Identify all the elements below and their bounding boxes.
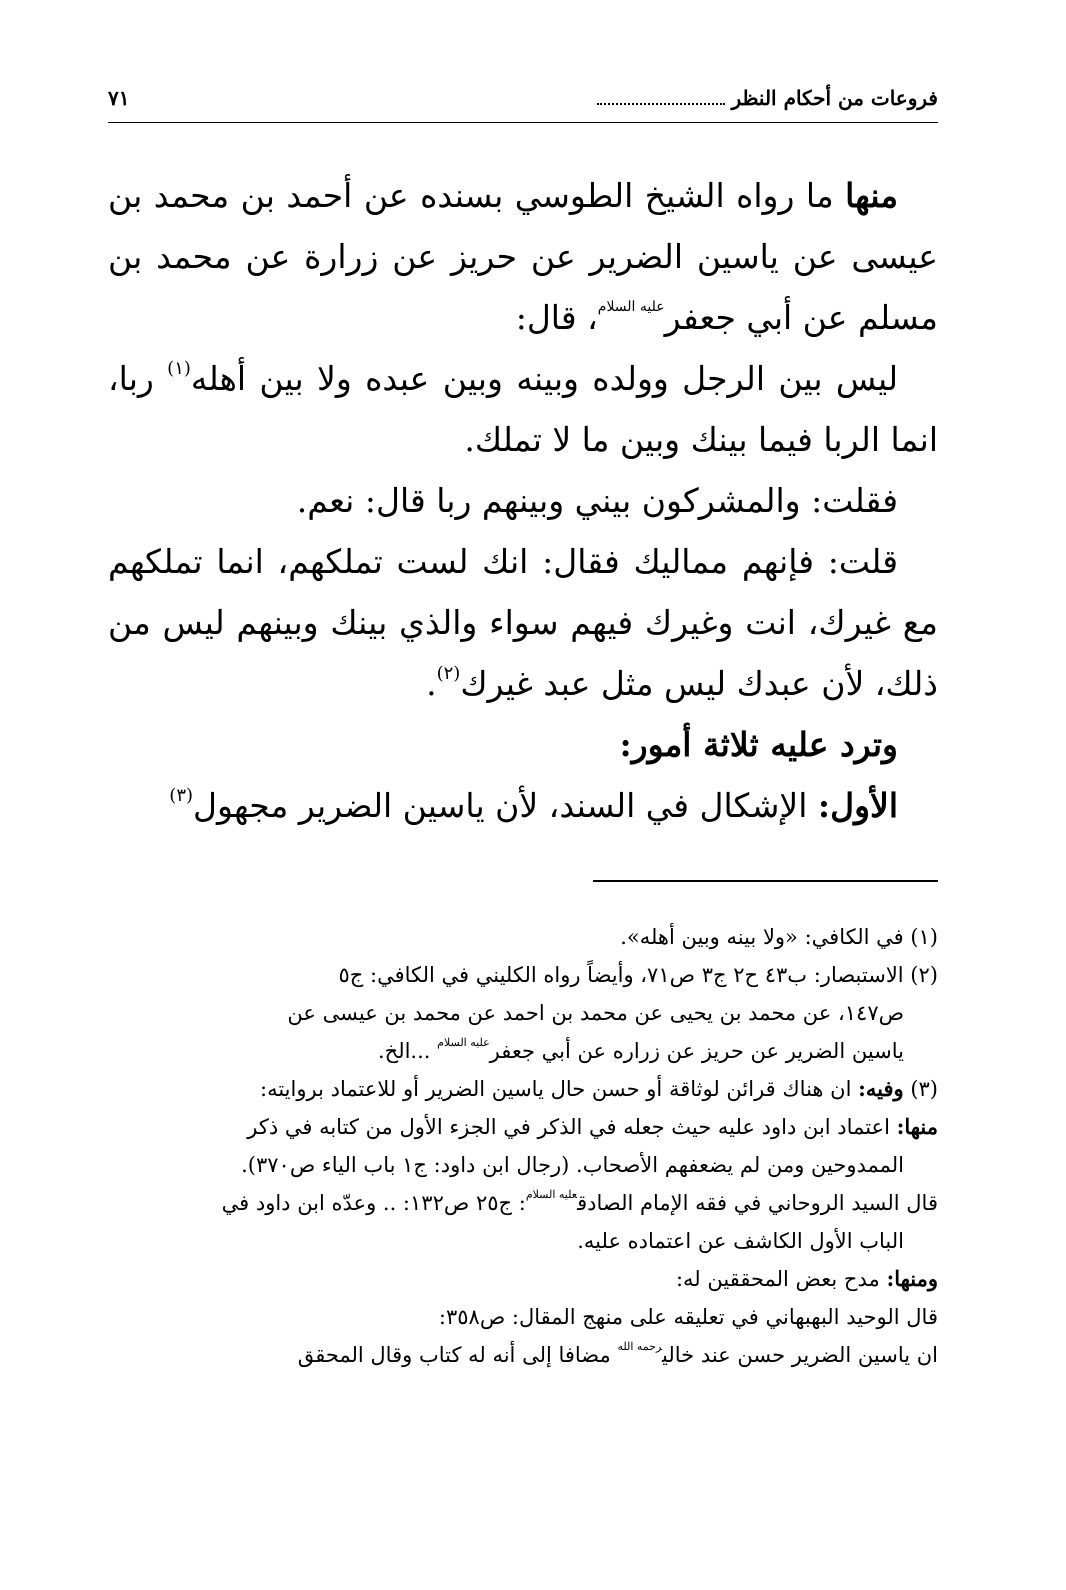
first-point-text: الإشكال في السند، لأن ياسين الضرير مجهول bbox=[193, 786, 818, 825]
footnote-2: (٢) الاستبصار: ب٤٣ ح٢ ج٣ ص٧١، وأيضاً رواه الكليني في الكافي: ج٥ bbox=[338, 963, 938, 987]
footnote-3-rawhani-text: قال السيد الروحاني في فقه الإمام الصادق bbox=[577, 1191, 938, 1215]
footnote-2-end bbox=[108, 1032, 938, 1070]
answer-tail: . bbox=[426, 664, 437, 703]
hadith-text-start: ليس بين الرجل وولده وبينه وبين عبده ولا بين أهله bbox=[190, 359, 898, 398]
paragraph-hadith bbox=[108, 348, 938, 470]
footnote-3-last-tail: مضافا إلى أنه له كتاب وقال المحقق bbox=[297, 1343, 618, 1367]
footnote-3-wa-minha-text: مدح بعض المحققين له: bbox=[675, 1267, 887, 1291]
honorific-mark: رحمه الله bbox=[617, 1340, 663, 1353]
page-number: ٧١ bbox=[108, 86, 130, 110]
footnote-3-rawhani-continued: الباب الأول الكاشف عن اعتماده عليه. bbox=[577, 1229, 904, 1253]
hadith-text-end: ربا، انما الربا فيما بينك وبين ما لا تملك. bbox=[108, 359, 938, 459]
footnote-3-last bbox=[108, 1336, 938, 1374]
section-heading: وترد عليه ثلاثة أمور: bbox=[619, 725, 898, 764]
footnote-3-minha-continued: الممدوحين ومن لم يضعفهم الأصحاب. (رجال ابن داود: ج١ باب الياء ص٣٧٠). bbox=[241, 1153, 904, 1177]
footnote-3-last-text: ان ياسين الضرير حسن عند خالي bbox=[662, 1343, 938, 1367]
lead-word-minha: منها bbox=[845, 176, 898, 215]
main-text bbox=[108, 165, 938, 836]
running-title: فروعات من أحكام النظر bbox=[731, 86, 938, 110]
paragraph-narration bbox=[108, 165, 938, 348]
paragraph-first-point bbox=[108, 775, 938, 836]
dot-leader bbox=[597, 103, 725, 105]
footnote-3-rawhani-tail: : ج٢٥ ص١٣٢: .. وعدّه ابن داود في bbox=[221, 1191, 526, 1215]
footnote-2-end-tail: ...الخ. bbox=[377, 1039, 438, 1063]
honorific-mark: عليه السلام bbox=[525, 1188, 578, 1201]
lead-word-first: الأول: bbox=[817, 786, 898, 825]
footnote-ref-1: (١) bbox=[167, 358, 191, 379]
paragraph-question: فقلت: والمشركون بيني وبينهم ربا قال: نعم. bbox=[296, 481, 898, 520]
footnote-2-end-text: ياسين الضرير عن حريز عن زراره عن أبي جعفر bbox=[489, 1039, 904, 1063]
footnote-1: (١) في الكافي: «ولا بينه وبين أهله». bbox=[620, 925, 938, 949]
footnote-separator bbox=[593, 880, 938, 882]
footnote-3-minha-lead: منها: bbox=[896, 1114, 938, 1139]
footnote-ref-3: (٣) bbox=[169, 785, 194, 806]
footnote-3 bbox=[108, 1070, 938, 1108]
narration-text: ما رواه الشيخ الطوسي بسنده عن أحمد بن محمد بن عيسى عن ياسين الضرير عن حريز عن زرارة عن محمد بن مسلم عن أبي جعفر bbox=[108, 176, 938, 337]
footnotes bbox=[108, 918, 938, 1374]
answer-text: قلت: فإنهم مماليك فقال: انك لست تملكهم، انما تملكهم مع غيرك، انت وغيرك فيهم سواء والذي بينك وبينهم ليس من ذلك، لأن عبدك ليس مثل عبد غيرك bbox=[108, 542, 938, 703]
paragraph-answer bbox=[108, 531, 938, 714]
footnote-3-wa-minha bbox=[108, 1260, 938, 1298]
footnote-3-lead: وفيه: bbox=[858, 1076, 904, 1101]
footnote-3-minha bbox=[108, 1108, 938, 1146]
narration-tail: ، قال: bbox=[515, 298, 598, 337]
footnote-3-rawhani bbox=[108, 1184, 938, 1222]
book-page bbox=[108, 0, 938, 1590]
footnote-3-number: (٣) bbox=[903, 1077, 938, 1101]
honorific-mark: عليه السلام bbox=[437, 1036, 490, 1049]
footnote-3-wa-minha-lead: ومنها: bbox=[886, 1266, 938, 1291]
footnote-2-continued: ص١٤٧، عن محمد بن يحيى عن محمد بن احمد عن محمد بن عيسى عن bbox=[287, 1001, 904, 1025]
footnote-3-wahid: قال الوحيد البهبهاني في تعليقه على منهج المقال: ص٣٥٨: bbox=[438, 1305, 938, 1329]
running-title-group bbox=[591, 86, 938, 110]
footnote-3-minha-text: اعتماد ابن داود عليه حيث جعله في الذكر في الجزء الأول من كتابه في ذكر bbox=[247, 1115, 897, 1139]
footnote-3-text: ان هناك قرائن لوثاقة أو حسن حال ياسين الضرير أو للاعتماد بروايته: bbox=[260, 1077, 859, 1101]
honorific-mark: عليه السلام bbox=[597, 299, 665, 315]
running-header bbox=[108, 78, 938, 123]
footnote-ref-2: (٢) bbox=[436, 663, 461, 684]
